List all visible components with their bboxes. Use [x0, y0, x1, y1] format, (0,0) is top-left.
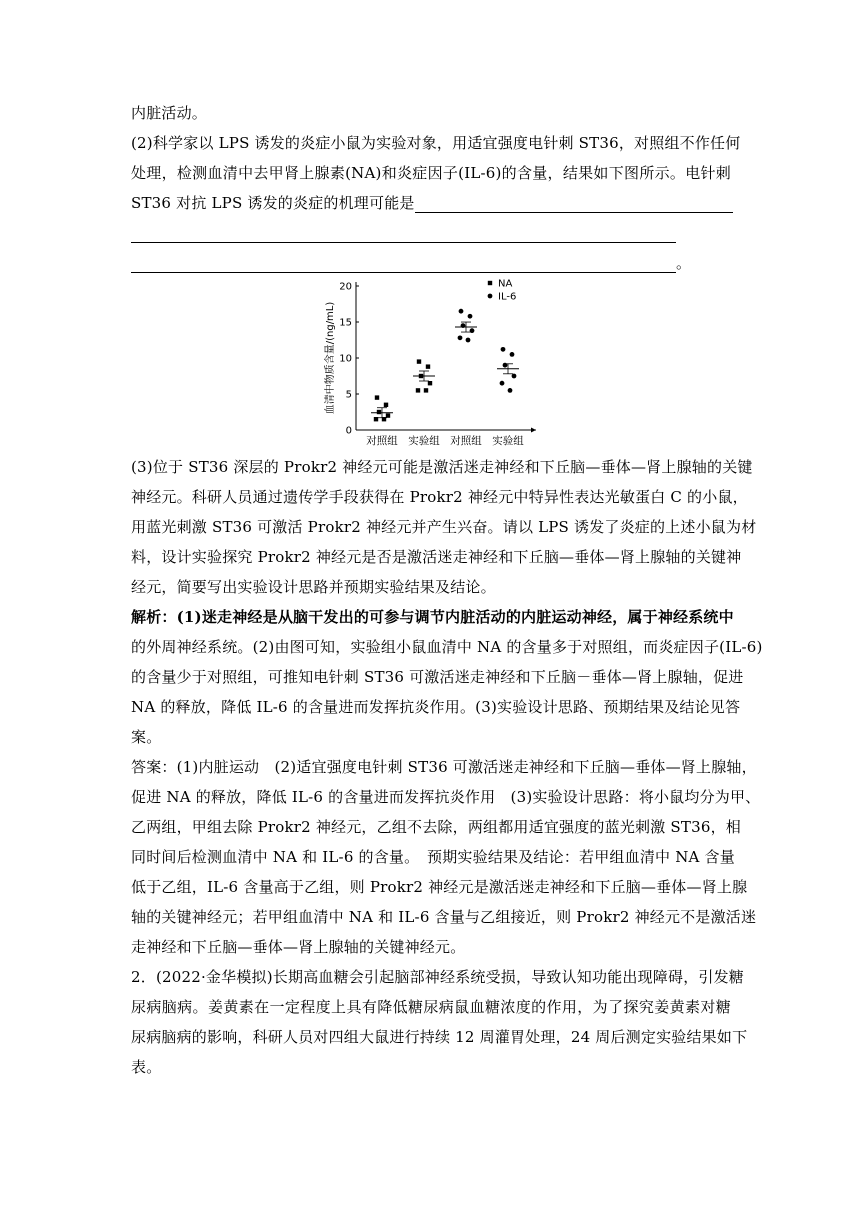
data-point-circle: [458, 335, 463, 340]
y-tick-label: 20: [339, 281, 352, 293]
data-point-circle: [466, 338, 471, 343]
analysis-line: 案。: [131, 728, 162, 746]
x-tick-label: 实验组: [408, 435, 440, 446]
answer-blank-line: [131, 253, 731, 273]
answer-line: 答案：(1)内脏运动 (2)适宜强度电针刺 ST36 可激活迷走神经和下丘脑—垂体—肾上腺轴，: [131, 758, 757, 776]
data-point-circle: [468, 314, 473, 319]
answer-blank[interactable]: [131, 257, 676, 273]
y-tick-label: 5: [345, 389, 352, 401]
text-line: 神经元。科研人员通过遗传学手段获得在 Prokr2 神经元中特异性表达光敏蛋白 C 的小鼠，: [131, 488, 748, 506]
answer-line: 低于乙组，IL-6 含量高于乙组，则 Prokr2 神经元是激活迷走神经和下丘脑—垂体—肾上腺: [131, 878, 748, 896]
answer-blank-line: [131, 223, 731, 243]
analysis-line: NA 的释放，降低 IL-6 的含量进而发挥抗炎作用。(3)实验设计思路、预期结果及结论见答: [131, 698, 741, 716]
period-mark: 。: [676, 254, 692, 272]
answer-line: 同时间后检测血清中 NA 和 IL-6 的含量。 预期实验结果及结论：若甲组血清中 NA 含量: [131, 848, 735, 866]
analysis-line: 的含量少于对照组，可推知电针刺 ST36 可激活迷走神经和下丘脑－垂体—肾上腺轴，促进: [131, 668, 744, 686]
analysis-line: 解析：(1)迷走神经是从脑干发出的可参与调节内脏活动的内脏运动神经，属于神经系统中: [131, 608, 734, 626]
y-tick-label: 0: [345, 425, 352, 437]
x-tick-label: 对照组: [366, 435, 398, 446]
x-axis-arrow: [531, 428, 536, 433]
legend-marker: [488, 281, 492, 285]
data-point-square: [417, 359, 421, 363]
text-line: 用蓝光刺激 ST36 可激活 Prokr2 神经元并产生兴奋。请以 LPS 诱发了炎症的上述小鼠为材: [131, 518, 757, 536]
x-tick-label: 实验组: [492, 435, 524, 446]
data-point-circle: [459, 309, 464, 314]
data-point-square: [416, 388, 420, 392]
data-point-circle: [510, 352, 515, 357]
text-line: 内脏活动。: [131, 104, 208, 122]
y-axis-label: 血清中物质含量/(ng/mL): [325, 301, 336, 415]
data-point-square: [384, 403, 388, 407]
legend-label: NA: [498, 278, 513, 290]
answer-line: 轴的关键神经元；若甲组血清中 NA 和 IL-6 含量与乙组接近，则 Prokr2 神经元不是激活迷: [131, 908, 757, 926]
answer-blank[interactable]: [131, 227, 676, 243]
answer-line: 乙两组，甲组去除 Prokr2 神经元，乙组不去除，两组都用适宜强度的蓝光刺激 ST36，相: [131, 818, 741, 836]
question-line: 尿病脑病的影响，科研人员对四组大鼠进行持续 12 周灌胃处理，24 周后测定实验结果如下: [131, 1028, 748, 1046]
answer-line: 走神经和下丘脑—垂体—肾上腺轴的关键神经元。: [131, 938, 466, 956]
data-point-square: [377, 410, 381, 414]
text-line: (2)科学家以 LPS 诱发的炎症小鼠为实验对象，用适宜强度电针刺 ST36，对照组不作任何: [131, 134, 741, 152]
data-point-square: [426, 364, 430, 368]
data-point-square: [386, 413, 390, 417]
legend-label: IL-6: [498, 291, 517, 303]
data-point-square: [375, 395, 379, 399]
answer-line: 促进 NA 的释放，降低 IL-6 的含量进而发挥抗炎作用 (3)实验设计思路：将小鼠均分为甲、: [131, 788, 761, 806]
data-point-circle: [501, 347, 506, 352]
text-segment: ST36 对抗 LPS 诱发的炎症的机理可能是: [131, 194, 415, 212]
analysis-line: 的外周神经系统。(2)由图可知，实验组小鼠血清中 NA 的含量多于对照组，而炎症因子(IL-6): [131, 638, 763, 656]
data-point-square: [424, 388, 428, 392]
y-tick-label: 10: [339, 353, 352, 365]
y-tick-label: 15: [339, 317, 352, 329]
text-line: 料，设计实验探究 Prokr2 神经元是否是激活迷走神经和下丘脑—垂体—肾上腺轴的关键神: [131, 548, 742, 566]
question-line: 尿病脑病。姜黄素在一定程度上具有降低糖尿病鼠血糖浓度的作用，为了探究姜黄素对糖: [131, 998, 731, 1016]
text-line: 经元，简要写出实验设计思路并预期实验结果及结论。: [131, 578, 496, 596]
text-line: 处理，检测血清中去甲肾上腺素(NA)和炎症因子(IL-6)的含量，结果如下图所示。电针刺: [131, 164, 731, 182]
scatter-chart: [318, 276, 544, 446]
x-tick-label: 对照组: [450, 435, 482, 446]
data-point-circle: [500, 381, 505, 386]
data-point-circle: [508, 388, 513, 393]
data-point-circle: [512, 374, 517, 379]
data-point-square: [428, 381, 432, 385]
answer-blank-line: [131, 193, 731, 213]
question-line: 2．(2022·金华模拟)长期高血糖会引起脑部神经系统受损，导致认知功能出现障碍，引发糖: [131, 968, 744, 986]
text-line: (3)位于 ST36 深层的 Prokr2 神经元可能是激活迷走神经和下丘脑—垂体—肾上腺轴的关键: [131, 458, 753, 476]
legend-marker: [488, 294, 493, 299]
answer-blank[interactable]: [415, 197, 733, 213]
question-line: 表。: [131, 1058, 162, 1076]
